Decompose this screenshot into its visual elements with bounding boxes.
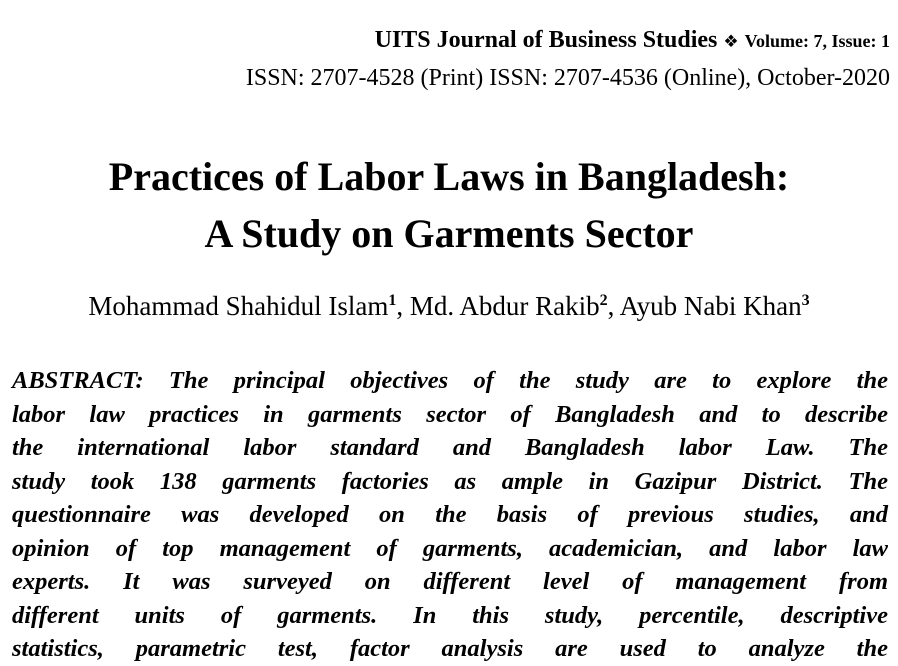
- abstract-line: different units of garments. In this study, percentile, descriptive: [12, 601, 888, 629]
- paper-title-line-1: Practices of Labor Laws in Bangladesh:: [108, 154, 790, 199]
- abstract-line: study took 138 garments factories as ample in Gazipur District. The: [12, 467, 888, 495]
- paper-title-line-2: A Study on Garments Sector: [204, 211, 694, 256]
- abstract-line: statistics, parametric test, factor analysis are used to analyze the: [12, 635, 888, 662]
- abstract-line: the international labor standard and Bangladesh labor Law. The: [12, 434, 888, 461]
- abstract-line: ABSTRACT: The principal objectives of the study are to explore the: [12, 367, 888, 394]
- journal-title-line: [246, 24, 890, 58]
- author-affiliation-marker: 1: [388, 292, 397, 309]
- journal-name: UITS Journal of Business Studies: [374, 27, 718, 53]
- author-name: Mohammad Shahidul Islam: [88, 291, 389, 321]
- abstract-line: experts. It was surveyed on different level of management from: [12, 568, 888, 595]
- author-separator: ,: [607, 291, 620, 321]
- author-affiliation-marker: 3: [801, 292, 810, 309]
- abstract: [12, 364, 888, 666]
- author-affiliation-marker: 2: [599, 292, 608, 309]
- abstract-line: questionnaire was developed on the basis of previous studies, and: [12, 501, 888, 528]
- author-name: Ayub Nabi Khan: [619, 291, 802, 321]
- abstract-line: labor law practices in garments sector of Bangladesh and to describe: [12, 400, 888, 428]
- author-separator: ,: [396, 291, 410, 321]
- paper-title: [0, 148, 898, 262]
- author-name: Md. Abdur Rakib: [409, 291, 600, 321]
- issn-line: ISSN: 2707-4528 (Print) ISSN: 2707-4536 (Online), October-2020: [245, 65, 890, 91]
- abstract-line: opinion of top management of garments, academician, and labor law: [12, 534, 888, 562]
- journal-header: [246, 24, 890, 94]
- volume-issue: Volume: 7, Issue: 1: [744, 31, 890, 51]
- diamond-separator-icon: ❖: [723, 32, 739, 51]
- author-list: [0, 288, 898, 324]
